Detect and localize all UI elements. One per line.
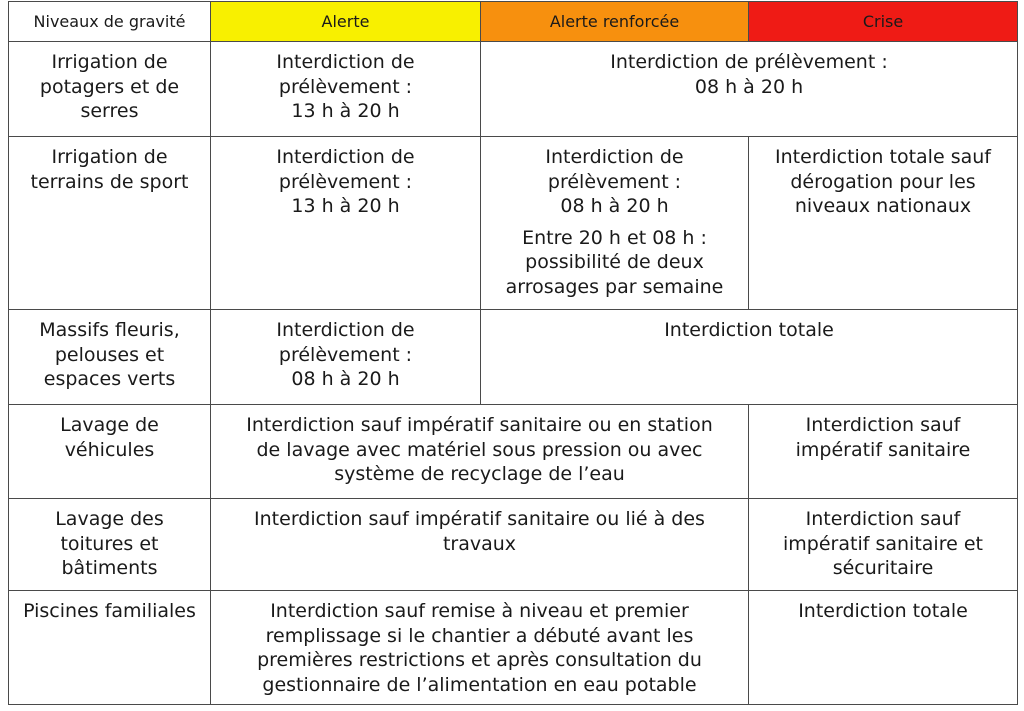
table-row [9,42,1018,137]
row-label-vehicules: Lavage de véhicules [9,405,211,499]
table-row [9,310,1018,405]
cell-sport-crise: Interdiction totale sauf dérogation pour les niveaux nationaux [749,137,1018,310]
table-row [9,499,1018,591]
table-row [9,591,1018,705]
cell-potagers-renforcee-crise: Interdiction de prélèvement : 08 h à 20 h [481,42,1018,137]
cell-piscines-crise: Interdiction totale [749,591,1018,705]
row-label-piscines: Piscines familiales [9,591,211,705]
sport-renforcee-note: Entre 20 h et 08 h : possibilité de deux arrosages par semaine [505,226,724,298]
restrictions-table [8,1,1018,705]
cell-vehicules-alerte-renforcee: Interdiction sauf impératif sanitaire ou en station de lavage avec matériel sous pression ou avec système de recyclage de l’eau [211,405,749,499]
cell-sport-renforcee: Interdiction de prélèvement : 08 h à 20 h Entre 20 h et 08 h : possibilité de deux arrosages par semaine [481,137,749,310]
cell-piscines-alerte-renforcee: Interdiction sauf remise à niveau et premier remplissage si le chantier a débuté avant les premières restrictions et après consultation du gestionnaire de l’alimentation en eau potable [211,591,749,705]
header-row [9,2,1018,42]
cell-sport-alerte: Interdiction de prélèvement : 13 h à 20 h [211,137,481,310]
cell-toitures-alerte-renforcee: Interdiction sauf impératif sanitaire ou lié à des travaux [211,499,749,591]
row-label-terrains-sport: Irrigation de terrains de sport [9,137,211,310]
header-alerte-renforcee: Alerte renforcée [481,2,749,42]
cell-vehicules-crise: Interdiction sauf impératif sanitaire [749,405,1018,499]
header-alerte: Alerte [211,2,481,42]
header-severity-levels: Niveaux de gravité [9,2,211,42]
table-row [9,137,1018,310]
cell-toitures-crise: Interdiction sauf impératif sanitaire et sécuritaire [749,499,1018,591]
header-crise: Crise [749,2,1018,42]
cell-massifs-renforcee-crise: Interdiction totale [481,310,1018,405]
row-label-potagers: Irrigation de potagers et de serres [9,42,211,137]
table-row [9,405,1018,499]
cell-massifs-alerte: Interdiction de prélèvement : 08 h à 20 h [211,310,481,405]
cell-potagers-alerte: Interdiction de prélèvement : 13 h à 20 h [211,42,481,137]
row-label-massifs: Massifs fleuris, pelouses et espaces verts [9,310,211,405]
row-label-toitures: Lavage des toitures et bâtiments [9,499,211,591]
